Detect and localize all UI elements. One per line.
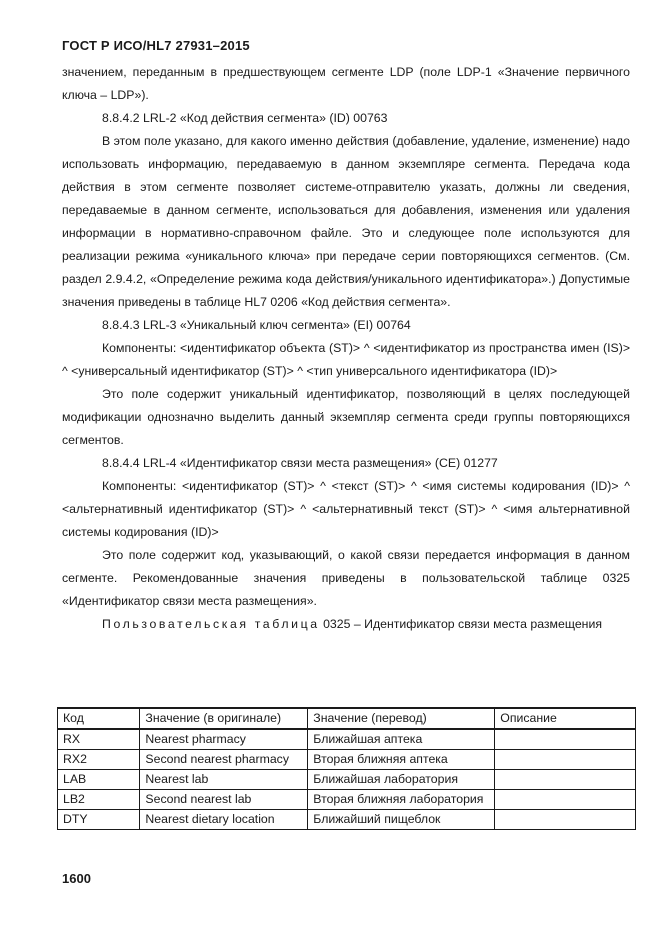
column-header-description: Описание [495,708,636,729]
section-heading-lrl-2: 8.8.4.2 LRL-2 «Код действия сегмента» (ID) 00763 [102,111,388,125]
cell-original-value: Second nearest lab [140,790,308,810]
cell-original-value: Nearest lab [140,770,308,790]
cell-description [495,729,636,750]
table-row [58,810,636,830]
cell-translated-value: Вторая ближняя лаборатория [308,790,495,810]
cell-translated-value: Ближайший пищеблок [308,810,495,830]
column-header-code: Код [58,708,140,729]
page-number: 1600 [62,871,91,886]
cell-original-value: Nearest pharmacy [140,729,308,750]
cell-code: RX2 [58,750,140,770]
cell-original-value: Second nearest pharmacy [140,750,308,770]
cell-code: DTY [58,810,140,830]
paragraph-lrl-3-components: Компоненты: <идентификатор объекта (ST)> ^ <идентификатор из пространства имен (IS)> ^ <универсальный идентификатор (ST)> ^ <тип универсального идентификатора (ID)> [62,341,630,378]
document-header: ГОСТ Р ИСО/HL7 27931–2015 [62,38,250,53]
cell-translated-value: Ближайшая аптека [308,729,495,750]
cell-code: LAB [58,770,140,790]
paragraph-lrl-3-description: Это поле содержит уникальный идентификатор, позволяющий в целях последующей модификации однозначно выделить данный экземпляр сегмента среди группы повторяющихся сегментов. [62,387,630,447]
table-caption-label: Пользовательская таблица [102,617,320,631]
table-row [58,790,636,810]
paragraph-lrl-4-description: Это поле содержит код, указывающий, о какой связи передается информация в данном сегменте. Рекомендованные значения приведены в пользовательской таблице 0325 «Идентификатор связи места размещения». [62,548,630,608]
section-heading-lrl-3: 8.8.4.3 LRL-3 «Уникальный ключ сегмента» (EI) 00764 [102,318,411,332]
column-header-original-value: Значение (в оригинале) [140,708,308,729]
cell-description [495,770,636,790]
cell-description [495,750,636,770]
column-header-translated-value: Значение (перевод) [308,708,495,729]
table-caption-title: 0325 – Идентификатор связи места размещения [319,617,602,631]
table-caption [62,613,630,636]
cell-code: LB2 [58,790,140,810]
paragraph-lrl-2-description: В этом поле указано, для какого именно действия (добавление, удаление, изменение) надо использовать информацию, передаваемую в данном экземпляре сегмента. Передача кода действия в этом сегменте позволяет системе-отправителю указать, должны ли сведения, передаваемые в данном сегменте, использоваться для добавления, изменения или удаления информации в нормативно-справочном файле. Это и следующее поле используются для реализации режима «уникального ключа» при передаче серии повторяющихся сегментов. (См. раздел 2.9.4.2, «Определение режима кода действия/уникального идентификатора».) Допустимые значения приведены в таблице HL7 0206 «Код действия сегмента». [62,134,630,309]
cell-translated-value: Вторая ближняя аптека [308,750,495,770]
paragraph-lrl-4-components: Компоненты: <идентификатор (ST)> ^ <текст (ST)> ^ <имя системы кодирования (ID)> ^ <альтернативный идентификатор (ST)> ^ <альтернативный текст (ST)> ^ <имя альтернативной системы кодирования (ID)> [62,479,630,539]
user-table-0325 [57,707,636,830]
cell-original-value: Nearest dietary location [140,810,308,830]
table-header-row [58,708,636,729]
cell-code: RX [58,729,140,750]
cell-description [495,790,636,810]
cell-description [495,810,636,830]
table-row [58,729,636,750]
section-heading-lrl-4: 8.8.4.4 LRL-4 «Идентификатор связи места размещения» (CE) 01277 [102,456,498,470]
table-row [58,750,636,770]
document-body [62,61,630,636]
cell-translated-value: Ближайшая лаборатория [308,770,495,790]
table-row [58,770,636,790]
paragraph-continuation: значением, переданным в предшествующем сегменте LDP (поле LDP-1 «Значение первичного ключа – LDP»). [62,65,630,102]
